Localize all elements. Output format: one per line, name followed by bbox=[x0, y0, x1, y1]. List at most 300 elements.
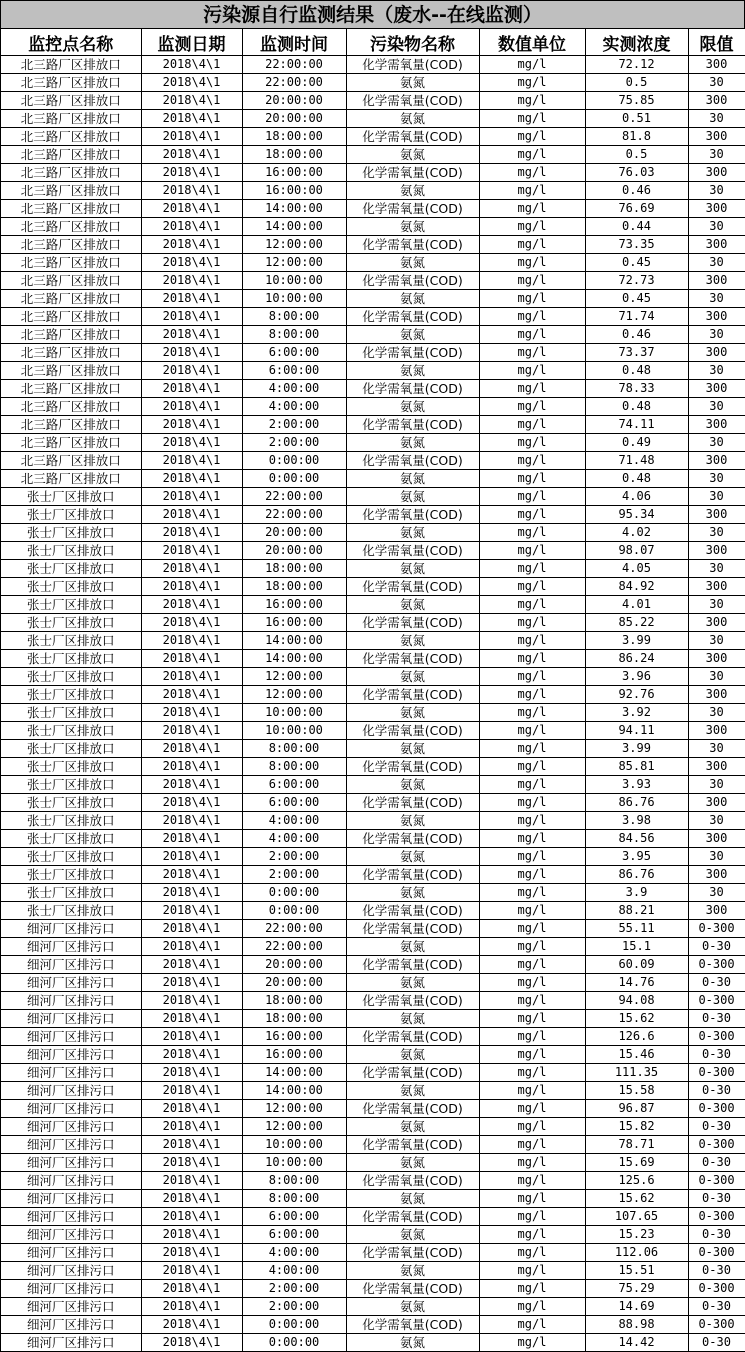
cell-unit: mg/l bbox=[479, 956, 585, 974]
cell-limit: 0-300 bbox=[688, 1244, 745, 1262]
cell-date: 2018\4\1 bbox=[141, 1172, 242, 1190]
cell-unit: mg/l bbox=[479, 452, 585, 470]
cell-date: 2018\4\1 bbox=[141, 164, 242, 182]
cell-limit: 30 bbox=[688, 182, 745, 200]
cell-limit: 300 bbox=[688, 344, 745, 362]
cell-concentration: 84.92 bbox=[585, 578, 688, 596]
cell-pollutant: 化学需氧量(COD) bbox=[346, 1316, 479, 1334]
cell-pollutant: 化学需氧量(COD) bbox=[346, 1064, 479, 1082]
cell-limit: 300 bbox=[688, 56, 745, 74]
table-row bbox=[1, 668, 745, 686]
cell-unit: mg/l bbox=[479, 182, 585, 200]
table-row bbox=[1, 110, 745, 128]
cell-pollutant: 氨氮 bbox=[346, 1298, 479, 1316]
cell-time: 8:00:00 bbox=[242, 326, 346, 344]
cell-concentration: 111.35 bbox=[585, 1064, 688, 1082]
cell-time: 0:00:00 bbox=[242, 470, 346, 488]
cell-limit: 30 bbox=[688, 740, 745, 758]
cell-site: 张士厂区排放口 bbox=[1, 596, 141, 614]
cell-unit: mg/l bbox=[479, 1082, 585, 1100]
cell-pollutant: 氨氮 bbox=[346, 848, 479, 866]
cell-unit: mg/l bbox=[479, 56, 585, 74]
cell-concentration: 0.48 bbox=[585, 362, 688, 380]
cell-site: 细河厂区排污口 bbox=[1, 1172, 141, 1190]
cell-unit: mg/l bbox=[479, 362, 585, 380]
cell-pollutant: 氨氮 bbox=[346, 1334, 479, 1352]
cell-site: 细河厂区排污口 bbox=[1, 1046, 141, 1064]
cell-date: 2018\4\1 bbox=[141, 146, 242, 164]
cell-time: 22:00:00 bbox=[242, 506, 346, 524]
cell-unit: mg/l bbox=[479, 326, 585, 344]
cell-site: 细河厂区排污口 bbox=[1, 1262, 141, 1280]
cell-site: 张士厂区排放口 bbox=[1, 506, 141, 524]
table-row bbox=[1, 758, 745, 776]
cell-time: 16:00:00 bbox=[242, 1046, 346, 1064]
cell-pollutant: 氨氮 bbox=[346, 1010, 479, 1028]
cell-unit: mg/l bbox=[479, 200, 585, 218]
cell-limit: 0-30 bbox=[688, 1334, 745, 1352]
table-row bbox=[1, 1226, 745, 1244]
cell-unit: mg/l bbox=[479, 830, 585, 848]
cell-site: 张士厂区排放口 bbox=[1, 776, 141, 794]
cell-limit: 300 bbox=[688, 722, 745, 740]
cell-site: 张士厂区排放口 bbox=[1, 668, 141, 686]
cell-date: 2018\4\1 bbox=[141, 650, 242, 668]
cell-date: 2018\4\1 bbox=[141, 1208, 242, 1226]
cell-concentration: 78.71 bbox=[585, 1136, 688, 1154]
cell-pollutant: 化学需氧量(COD) bbox=[346, 794, 479, 812]
cell-date: 2018\4\1 bbox=[141, 1010, 242, 1028]
cell-time: 2:00:00 bbox=[242, 848, 346, 866]
cell-unit: mg/l bbox=[479, 236, 585, 254]
cell-pollutant: 化学需氧量(COD) bbox=[346, 1244, 479, 1262]
cell-concentration: 15.62 bbox=[585, 1010, 688, 1028]
cell-pollutant: 化学需氧量(COD) bbox=[346, 902, 479, 920]
cell-site: 细河厂区排污口 bbox=[1, 1334, 141, 1352]
cell-limit: 300 bbox=[688, 272, 745, 290]
cell-site: 细河厂区排污口 bbox=[1, 1100, 141, 1118]
cell-limit: 30 bbox=[688, 290, 745, 308]
table-row bbox=[1, 686, 745, 704]
cell-limit: 300 bbox=[688, 794, 745, 812]
cell-unit: mg/l bbox=[479, 884, 585, 902]
cell-time: 12:00:00 bbox=[242, 1118, 346, 1136]
cell-pollutant: 氨氮 bbox=[346, 1046, 479, 1064]
table-row bbox=[1, 1298, 745, 1316]
cell-concentration: 15.23 bbox=[585, 1226, 688, 1244]
cell-pollutant: 氨氮 bbox=[346, 434, 479, 452]
cell-date: 2018\4\1 bbox=[141, 308, 242, 326]
cell-concentration: 0.5 bbox=[585, 74, 688, 92]
table-row bbox=[1, 128, 745, 146]
cell-pollutant: 化学需氧量(COD) bbox=[346, 416, 479, 434]
cell-site: 张士厂区排放口 bbox=[1, 848, 141, 866]
header-row bbox=[1, 29, 745, 56]
cell-time: 6:00:00 bbox=[242, 362, 346, 380]
cell-concentration: 15.51 bbox=[585, 1262, 688, 1280]
cell-concentration: 55.11 bbox=[585, 920, 688, 938]
cell-unit: mg/l bbox=[479, 1136, 585, 1154]
cell-concentration: 73.37 bbox=[585, 344, 688, 362]
table-row bbox=[1, 902, 745, 920]
cell-date: 2018\4\1 bbox=[141, 974, 242, 992]
cell-limit: 300 bbox=[688, 902, 745, 920]
cell-date: 2018\4\1 bbox=[141, 1262, 242, 1280]
cell-unit: mg/l bbox=[479, 416, 585, 434]
cell-date: 2018\4\1 bbox=[141, 92, 242, 110]
cell-limit: 0-30 bbox=[688, 1154, 745, 1172]
cell-time: 14:00:00 bbox=[242, 632, 346, 650]
cell-site: 细河厂区排污口 bbox=[1, 1190, 141, 1208]
cell-concentration: 73.35 bbox=[585, 236, 688, 254]
col-header-time: 监测时间 bbox=[242, 29, 346, 56]
cell-site: 细河厂区排污口 bbox=[1, 1118, 141, 1136]
cell-unit: mg/l bbox=[479, 758, 585, 776]
cell-site: 北三路厂区排放口 bbox=[1, 344, 141, 362]
cell-concentration: 15.58 bbox=[585, 1082, 688, 1100]
cell-concentration: 98.07 bbox=[585, 542, 688, 560]
cell-date: 2018\4\1 bbox=[141, 758, 242, 776]
cell-limit: 0-300 bbox=[688, 1100, 745, 1118]
cell-date: 2018\4\1 bbox=[141, 326, 242, 344]
cell-site: 细河厂区排污口 bbox=[1, 1298, 141, 1316]
cell-unit: mg/l bbox=[479, 1100, 585, 1118]
cell-unit: mg/l bbox=[479, 812, 585, 830]
cell-site: 细河厂区排污口 bbox=[1, 1280, 141, 1298]
cell-time: 10:00:00 bbox=[242, 722, 346, 740]
cell-time: 4:00:00 bbox=[242, 1244, 346, 1262]
cell-time: 6:00:00 bbox=[242, 1208, 346, 1226]
cell-limit: 0-300 bbox=[688, 1280, 745, 1298]
cell-pollutant: 氨氮 bbox=[346, 1226, 479, 1244]
table-row bbox=[1, 974, 745, 992]
cell-unit: mg/l bbox=[479, 1010, 585, 1028]
cell-pollutant: 化学需氧量(COD) bbox=[346, 308, 479, 326]
cell-concentration: 14.69 bbox=[585, 1298, 688, 1316]
cell-date: 2018\4\1 bbox=[141, 542, 242, 560]
cell-limit: 0-30 bbox=[688, 1298, 745, 1316]
cell-time: 2:00:00 bbox=[242, 434, 346, 452]
table-row bbox=[1, 452, 745, 470]
cell-date: 2018\4\1 bbox=[141, 506, 242, 524]
cell-limit: 300 bbox=[688, 650, 745, 668]
cell-concentration: 86.76 bbox=[585, 866, 688, 884]
cell-site: 北三路厂区排放口 bbox=[1, 164, 141, 182]
cell-site: 细河厂区排污口 bbox=[1, 1226, 141, 1244]
cell-concentration: 3.93 bbox=[585, 776, 688, 794]
cell-limit: 30 bbox=[688, 434, 745, 452]
cell-date: 2018\4\1 bbox=[141, 560, 242, 578]
cell-site: 张士厂区排放口 bbox=[1, 560, 141, 578]
cell-date: 2018\4\1 bbox=[141, 992, 242, 1010]
cell-concentration: 112.06 bbox=[585, 1244, 688, 1262]
cell-concentration: 15.69 bbox=[585, 1154, 688, 1172]
cell-site: 细河厂区排污口 bbox=[1, 1010, 141, 1028]
table-row bbox=[1, 866, 745, 884]
cell-unit: mg/l bbox=[479, 776, 585, 794]
cell-time: 16:00:00 bbox=[242, 596, 346, 614]
cell-unit: mg/l bbox=[479, 1298, 585, 1316]
cell-date: 2018\4\1 bbox=[141, 182, 242, 200]
cell-pollutant: 化学需氧量(COD) bbox=[346, 56, 479, 74]
cell-limit: 0-300 bbox=[688, 1208, 745, 1226]
cell-concentration: 15.82 bbox=[585, 1118, 688, 1136]
cell-time: 14:00:00 bbox=[242, 218, 346, 236]
cell-date: 2018\4\1 bbox=[141, 704, 242, 722]
cell-time: 6:00:00 bbox=[242, 776, 346, 794]
cell-limit: 0-300 bbox=[688, 1316, 745, 1334]
cell-concentration: 0.46 bbox=[585, 326, 688, 344]
cell-pollutant: 氨氮 bbox=[346, 1262, 479, 1280]
cell-pollutant: 化学需氧量(COD) bbox=[346, 1100, 479, 1118]
cell-pollutant: 化学需氧量(COD) bbox=[346, 920, 479, 938]
table-row bbox=[1, 956, 745, 974]
cell-unit: mg/l bbox=[479, 380, 585, 398]
cell-unit: mg/l bbox=[479, 668, 585, 686]
cell-limit: 300 bbox=[688, 686, 745, 704]
table-row bbox=[1, 1190, 745, 1208]
cell-unit: mg/l bbox=[479, 560, 585, 578]
cell-time: 10:00:00 bbox=[242, 1154, 346, 1172]
cell-site: 细河厂区排污口 bbox=[1, 956, 141, 974]
table-row bbox=[1, 200, 745, 218]
cell-limit: 30 bbox=[688, 470, 745, 488]
cell-limit: 30 bbox=[688, 560, 745, 578]
cell-unit: mg/l bbox=[479, 128, 585, 146]
cell-pollutant: 化学需氧量(COD) bbox=[346, 92, 479, 110]
cell-unit: mg/l bbox=[479, 110, 585, 128]
cell-limit: 30 bbox=[688, 326, 745, 344]
cell-date: 2018\4\1 bbox=[141, 272, 242, 290]
cell-site: 张士厂区排放口 bbox=[1, 884, 141, 902]
cell-site: 北三路厂区排放口 bbox=[1, 110, 141, 128]
cell-time: 22:00:00 bbox=[242, 74, 346, 92]
table-row bbox=[1, 1082, 745, 1100]
cell-time: 10:00:00 bbox=[242, 1136, 346, 1154]
cell-time: 8:00:00 bbox=[242, 740, 346, 758]
cell-limit: 300 bbox=[688, 758, 745, 776]
col-header-pollutant: 污染物名称 bbox=[346, 29, 479, 56]
cell-time: 16:00:00 bbox=[242, 614, 346, 632]
cell-concentration: 95.34 bbox=[585, 506, 688, 524]
cell-limit: 0-30 bbox=[688, 1010, 745, 1028]
cell-concentration: 0.49 bbox=[585, 434, 688, 452]
cell-time: 16:00:00 bbox=[242, 164, 346, 182]
cell-concentration: 88.98 bbox=[585, 1316, 688, 1334]
cell-limit: 30 bbox=[688, 488, 745, 506]
cell-concentration: 0.45 bbox=[585, 254, 688, 272]
cell-concentration: 3.99 bbox=[585, 740, 688, 758]
cell-time: 20:00:00 bbox=[242, 956, 346, 974]
cell-date: 2018\4\1 bbox=[141, 1046, 242, 1064]
cell-limit: 300 bbox=[688, 308, 745, 326]
cell-site: 细河厂区排污口 bbox=[1, 1208, 141, 1226]
cell-time: 14:00:00 bbox=[242, 1082, 346, 1100]
cell-date: 2018\4\1 bbox=[141, 902, 242, 920]
cell-site: 北三路厂区排放口 bbox=[1, 308, 141, 326]
table-row bbox=[1, 1172, 745, 1190]
cell-site: 张士厂区排放口 bbox=[1, 578, 141, 596]
cell-concentration: 86.76 bbox=[585, 794, 688, 812]
table-row bbox=[1, 74, 745, 92]
cell-site: 细河厂区排污口 bbox=[1, 1316, 141, 1334]
cell-concentration: 15.1 bbox=[585, 938, 688, 956]
cell-concentration: 14.76 bbox=[585, 974, 688, 992]
cell-time: 22:00:00 bbox=[242, 920, 346, 938]
cell-time: 4:00:00 bbox=[242, 830, 346, 848]
cell-date: 2018\4\1 bbox=[141, 362, 242, 380]
cell-time: 22:00:00 bbox=[242, 938, 346, 956]
table-row bbox=[1, 596, 745, 614]
cell-date: 2018\4\1 bbox=[141, 740, 242, 758]
cell-pollutant: 化学需氧量(COD) bbox=[346, 200, 479, 218]
cell-site: 张士厂区排放口 bbox=[1, 722, 141, 740]
cell-unit: mg/l bbox=[479, 686, 585, 704]
cell-limit: 30 bbox=[688, 668, 745, 686]
cell-time: 22:00:00 bbox=[242, 56, 346, 74]
cell-time: 4:00:00 bbox=[242, 1262, 346, 1280]
cell-time: 20:00:00 bbox=[242, 542, 346, 560]
cell-date: 2018\4\1 bbox=[141, 830, 242, 848]
cell-site: 北三路厂区排放口 bbox=[1, 290, 141, 308]
cell-site: 北三路厂区排放口 bbox=[1, 380, 141, 398]
cell-pollutant: 氨氮 bbox=[346, 362, 479, 380]
cell-limit: 300 bbox=[688, 92, 745, 110]
cell-site: 细河厂区排污口 bbox=[1, 920, 141, 938]
cell-unit: mg/l bbox=[479, 614, 585, 632]
cell-pollutant: 化学需氧量(COD) bbox=[346, 686, 479, 704]
cell-site: 北三路厂区排放口 bbox=[1, 128, 141, 146]
cell-unit: mg/l bbox=[479, 344, 585, 362]
cell-concentration: 85.81 bbox=[585, 758, 688, 776]
cell-site: 北三路厂区排放口 bbox=[1, 200, 141, 218]
cell-pollutant: 化学需氧量(COD) bbox=[346, 164, 479, 182]
cell-pollutant: 氨氮 bbox=[346, 110, 479, 128]
cell-limit: 300 bbox=[688, 452, 745, 470]
cell-concentration: 0.44 bbox=[585, 218, 688, 236]
cell-time: 16:00:00 bbox=[242, 182, 346, 200]
cell-site: 北三路厂区排放口 bbox=[1, 74, 141, 92]
cell-time: 8:00:00 bbox=[242, 308, 346, 326]
cell-site: 北三路厂区排放口 bbox=[1, 92, 141, 110]
table-row bbox=[1, 1010, 745, 1028]
cell-limit: 0-30 bbox=[688, 1190, 745, 1208]
table-row bbox=[1, 542, 745, 560]
cell-concentration: 88.21 bbox=[585, 902, 688, 920]
cell-unit: mg/l bbox=[479, 92, 585, 110]
cell-site: 北三路厂区排放口 bbox=[1, 56, 141, 74]
cell-limit: 0-30 bbox=[688, 1046, 745, 1064]
cell-pollutant: 化学需氧量(COD) bbox=[346, 578, 479, 596]
cell-unit: mg/l bbox=[479, 848, 585, 866]
cell-pollutant: 氨氮 bbox=[346, 1190, 479, 1208]
table-row bbox=[1, 236, 745, 254]
cell-pollutant: 氨氮 bbox=[346, 668, 479, 686]
results-table bbox=[1, 29, 745, 1352]
cell-concentration: 94.11 bbox=[585, 722, 688, 740]
cell-concentration: 84.56 bbox=[585, 830, 688, 848]
cell-date: 2018\4\1 bbox=[141, 218, 242, 236]
table-row bbox=[1, 722, 745, 740]
cell-pollutant: 氨氮 bbox=[346, 938, 479, 956]
cell-limit: 0-300 bbox=[688, 956, 745, 974]
cell-site: 北三路厂区排放口 bbox=[1, 218, 141, 236]
cell-pollutant: 化学需氧量(COD) bbox=[346, 956, 479, 974]
cell-pollutant: 化学需氧量(COD) bbox=[346, 506, 479, 524]
table-row bbox=[1, 182, 745, 200]
cell-site: 北三路厂区排放口 bbox=[1, 326, 141, 344]
cell-unit: mg/l bbox=[479, 1262, 585, 1280]
cell-limit: 30 bbox=[688, 218, 745, 236]
table-row bbox=[1, 938, 745, 956]
col-header-limit: 限值 bbox=[688, 29, 745, 56]
cell-pollutant: 氨氮 bbox=[346, 146, 479, 164]
cell-site: 北三路厂区排放口 bbox=[1, 398, 141, 416]
table-row bbox=[1, 290, 745, 308]
cell-pollutant: 氨氮 bbox=[346, 182, 479, 200]
cell-time: 0:00:00 bbox=[242, 452, 346, 470]
cell-concentration: 3.96 bbox=[585, 668, 688, 686]
table-body bbox=[1, 56, 745, 1352]
cell-limit: 0-30 bbox=[688, 1226, 745, 1244]
cell-concentration: 4.01 bbox=[585, 596, 688, 614]
cell-limit: 0-30 bbox=[688, 1082, 745, 1100]
cell-time: 0:00:00 bbox=[242, 1334, 346, 1352]
table-row bbox=[1, 848, 745, 866]
cell-time: 8:00:00 bbox=[242, 1172, 346, 1190]
cell-date: 2018\4\1 bbox=[141, 416, 242, 434]
cell-unit: mg/l bbox=[479, 1280, 585, 1298]
cell-pollutant: 氨氮 bbox=[346, 326, 479, 344]
table-row bbox=[1, 1334, 745, 1352]
table-row bbox=[1, 650, 745, 668]
cell-site: 张士厂区排放口 bbox=[1, 632, 141, 650]
col-header-date: 监测日期 bbox=[141, 29, 242, 56]
cell-concentration: 126.6 bbox=[585, 1028, 688, 1046]
cell-pollutant: 化学需氧量(COD) bbox=[346, 380, 479, 398]
table-row bbox=[1, 1118, 745, 1136]
cell-time: 2:00:00 bbox=[242, 1280, 346, 1298]
table-row bbox=[1, 524, 745, 542]
cell-date: 2018\4\1 bbox=[141, 722, 242, 740]
cell-concentration: 85.22 bbox=[585, 614, 688, 632]
cell-unit: mg/l bbox=[479, 146, 585, 164]
cell-date: 2018\4\1 bbox=[141, 434, 242, 452]
cell-time: 12:00:00 bbox=[242, 668, 346, 686]
cell-unit: mg/l bbox=[479, 938, 585, 956]
table-row bbox=[1, 560, 745, 578]
table-row bbox=[1, 218, 745, 236]
cell-date: 2018\4\1 bbox=[141, 254, 242, 272]
cell-limit: 300 bbox=[688, 542, 745, 560]
cell-pollutant: 化学需氧量(COD) bbox=[346, 830, 479, 848]
cell-pollutant: 化学需氧量(COD) bbox=[346, 542, 479, 560]
cell-pollutant: 化学需氧量(COD) bbox=[346, 1280, 479, 1298]
cell-date: 2018\4\1 bbox=[141, 200, 242, 218]
cell-limit: 30 bbox=[688, 110, 745, 128]
cell-unit: mg/l bbox=[479, 164, 585, 182]
cell-limit: 300 bbox=[688, 866, 745, 884]
cell-unit: mg/l bbox=[479, 722, 585, 740]
cell-pollutant: 氨氮 bbox=[346, 524, 479, 542]
cell-pollutant: 化学需氧量(COD) bbox=[346, 650, 479, 668]
cell-limit: 0-300 bbox=[688, 1136, 745, 1154]
table-row bbox=[1, 1280, 745, 1298]
cell-site: 北三路厂区排放口 bbox=[1, 182, 141, 200]
cell-unit: mg/l bbox=[479, 1046, 585, 1064]
cell-site: 张士厂区排放口 bbox=[1, 866, 141, 884]
cell-unit: mg/l bbox=[479, 434, 585, 452]
